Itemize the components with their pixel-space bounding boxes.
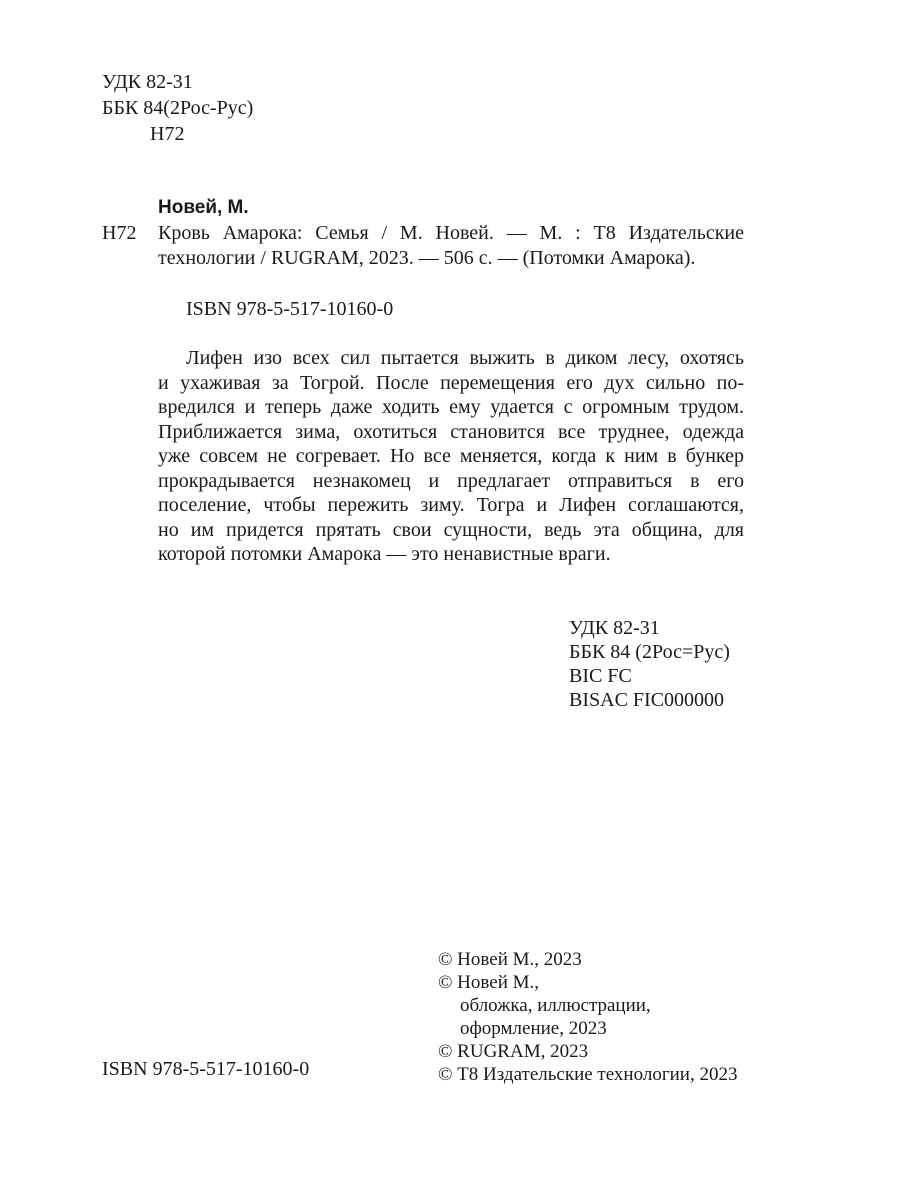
annotation-line: но им придется прятать свои сущности, ведь эта община, для — [158, 518, 744, 541]
copyright-line: © Т8 Издательские технологии, 2023 — [438, 1064, 738, 1085]
entry-isbn: ISBN 978-5-517-10160-0 — [186, 298, 394, 320]
bisac-code: BISAC FIC000000 — [569, 689, 725, 711]
annotation — [158, 346, 744, 567]
copyright-line: © RUGRAM, 2023 — [438, 1041, 589, 1062]
copyright-block — [438, 948, 737, 1086]
top-udk-code: УДК 82-31 — [102, 71, 193, 93]
annotation-line: и ухаживая за Тогрой. После перемещения его дух сильно по- — [158, 371, 744, 394]
author-heading: Новей, М. — [158, 197, 249, 218]
annotation-line: вредился и теперь даже ходить ему удается с огромным трудом. — [158, 396, 744, 418]
annotation-line: прокрадывается незнакомец и предлагает отправиться в его — [158, 469, 744, 492]
annotation-line: Лифен изо всех сил пытается выжить в диком лесу, охотясь — [186, 347, 744, 369]
bottom-isbn: ISBN 978-5-517-10160-0 — [102, 1058, 310, 1080]
top-bbk-code: ББК 84(2Рос-Рус) — [102, 97, 254, 119]
bibliographic-description — [158, 221, 744, 270]
bic-code: BIC FC — [569, 665, 632, 687]
udk-code: УДК 82-31 — [569, 617, 660, 639]
copyright-line: оформление, 2023 — [460, 1018, 607, 1039]
annotation-line: поселение, чтобы пережить зиму. Тогра и Лифен соглашаются, — [158, 494, 744, 516]
copyright-line: © Новей М., — [438, 972, 540, 993]
copyright-line: © Новей М., 2023 — [438, 949, 582, 970]
bbk-code: ББК 84 (2Рос=Рус) — [569, 641, 730, 663]
annotation-line: уже совсем не согревает. Но все меняется, когда к ним в бункер — [158, 445, 744, 467]
classification-block — [569, 616, 730, 712]
top-author-sign: Н72 — [150, 123, 185, 145]
entry-author-sign: Н72 — [102, 222, 137, 244]
annotation-line: Приближается зима, охотиться становится все труднее, одежда — [158, 420, 744, 443]
title-line: Кровь Амарока: Семья / М. Новей. — М. : Т8 Издательские — [158, 222, 744, 244]
copyright-line: обложка, иллюстрации, — [460, 995, 651, 1016]
title-line: технологии / RUGRAM, 2023. — 506 с. — (Потомки Амарока). — [158, 246, 696, 269]
annotation-line: которой потомки Амарока — это ненавистные враги. — [158, 543, 611, 565]
